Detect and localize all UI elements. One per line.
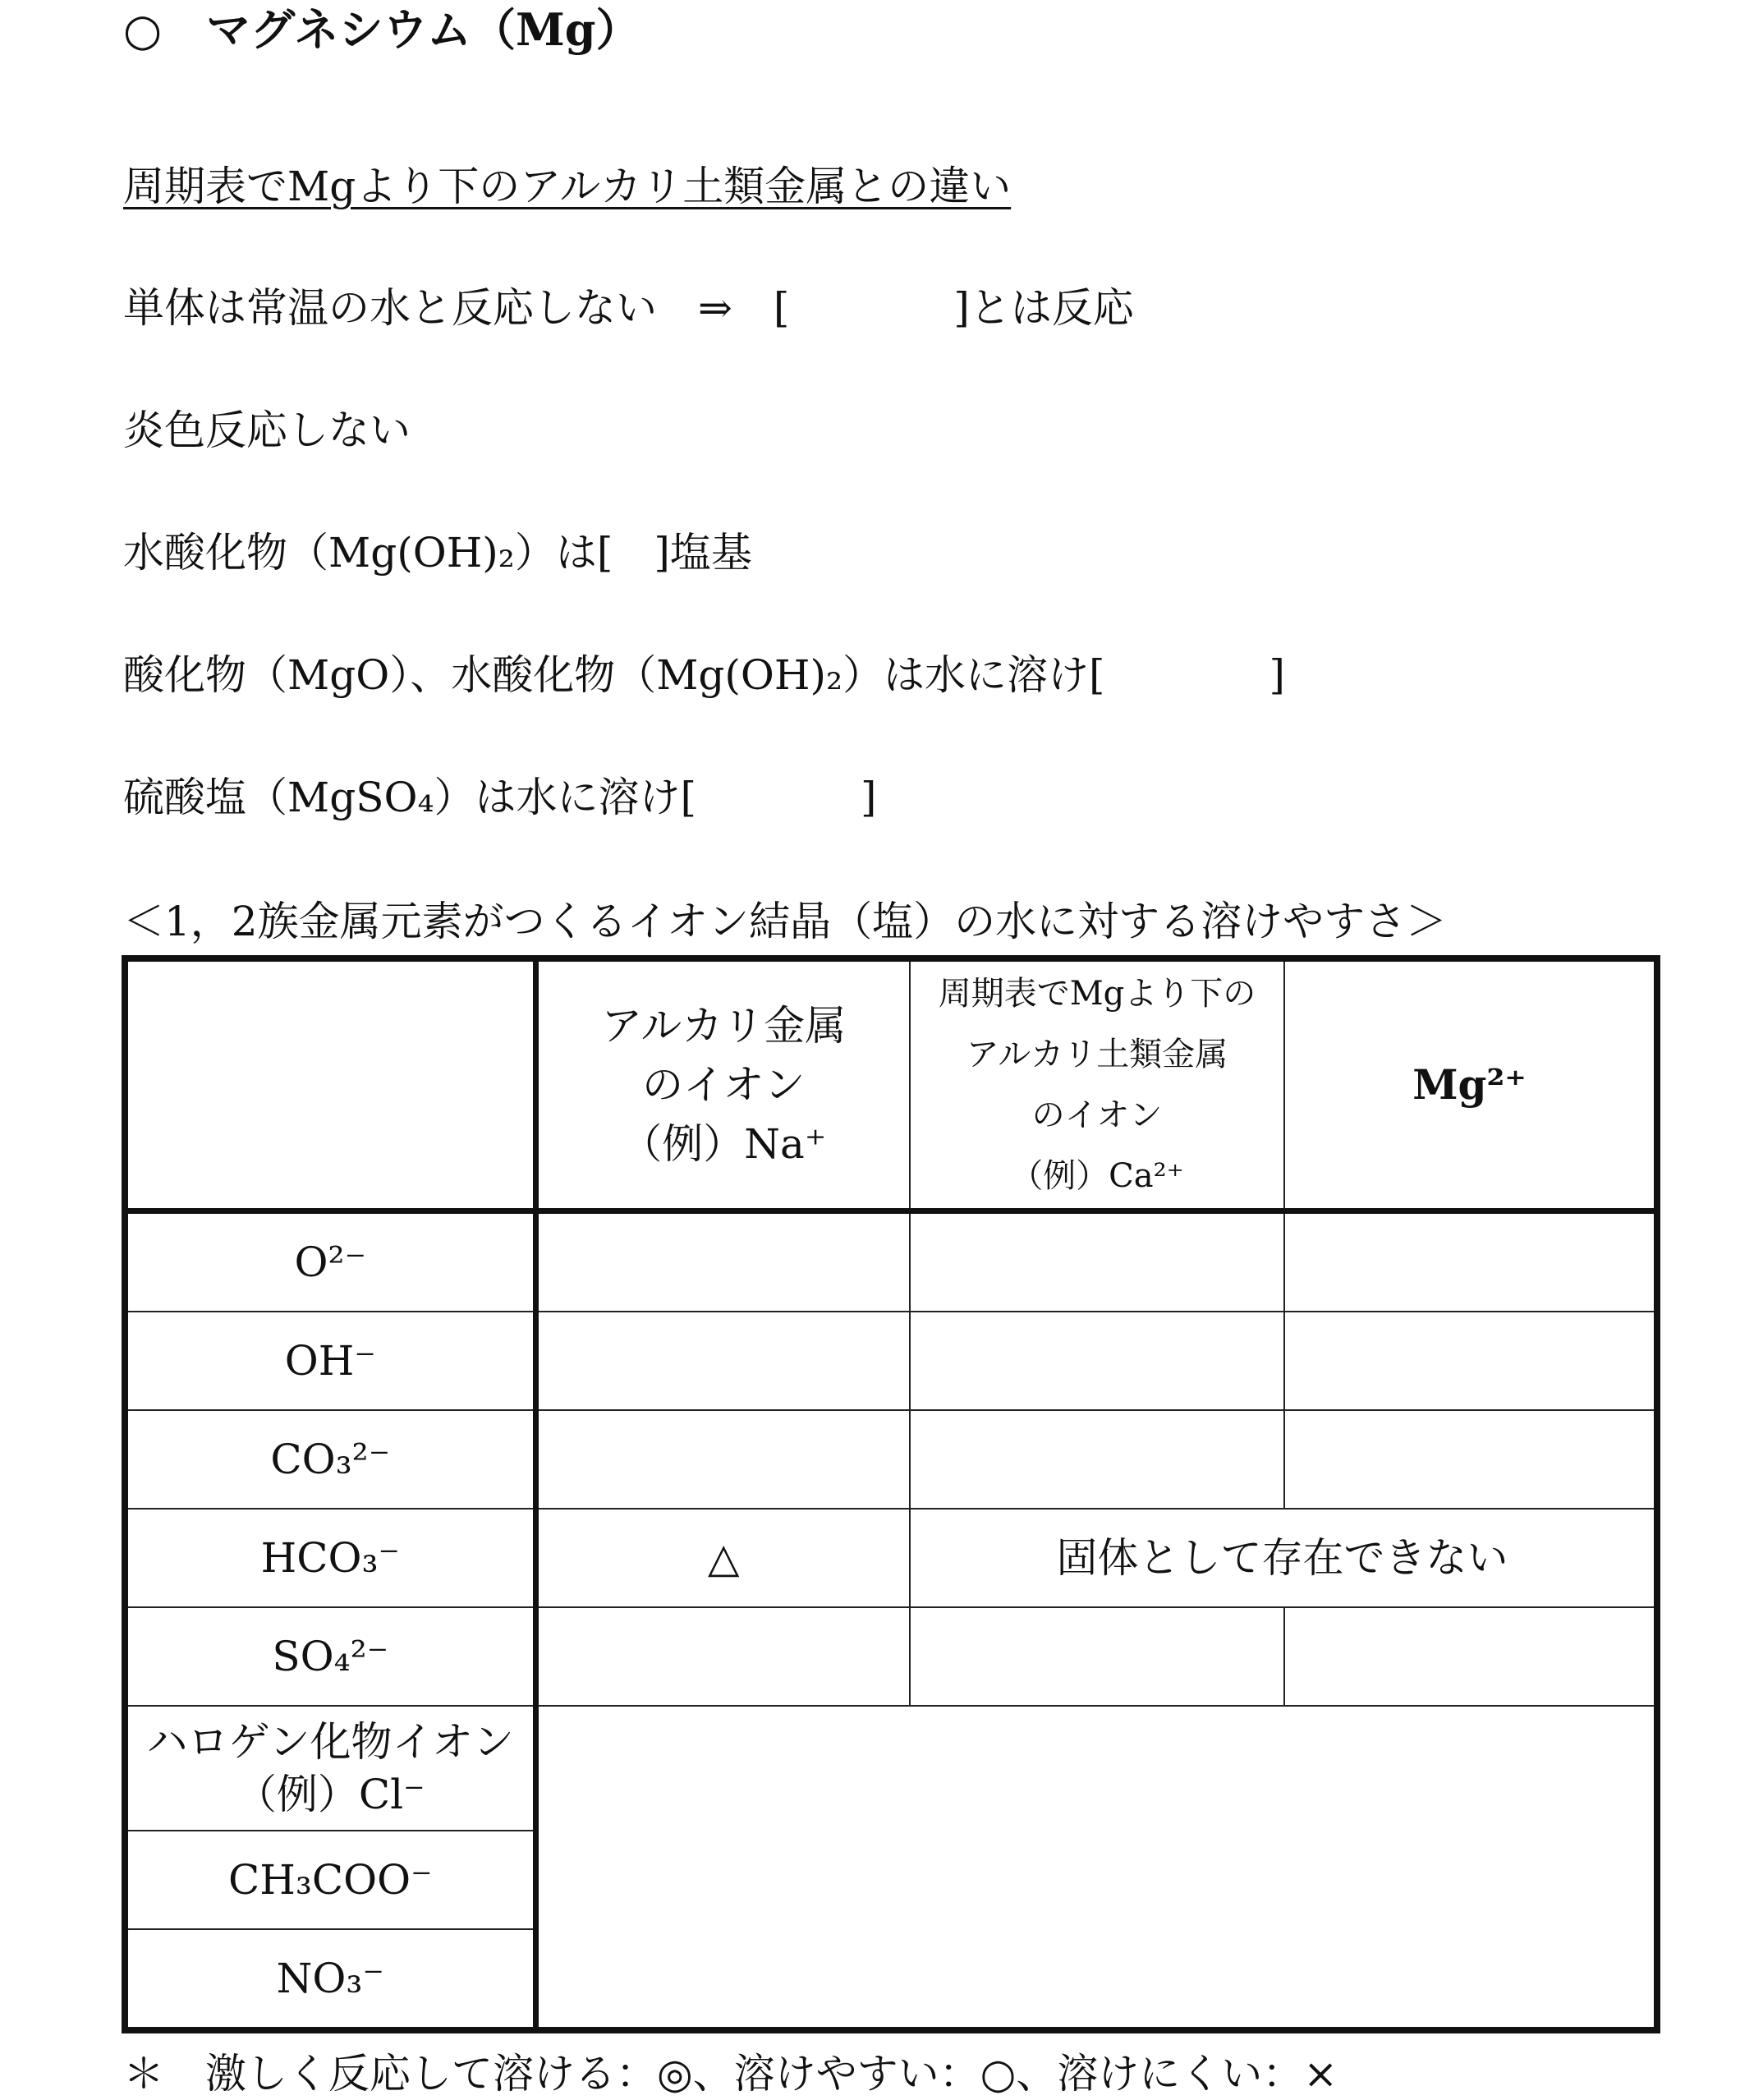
header-alkaline-earth (910, 958, 1284, 1211)
cell-blank (1284, 1410, 1657, 1509)
cell-blank (1284, 1607, 1657, 1706)
row-label-halogen-line-2: （例）Cl⁻ (235, 1771, 425, 1818)
header-alkali-line-3: （例）Na⁺ (621, 1120, 827, 1168)
cell-blank (910, 1211, 1284, 1312)
table-row (125, 1607, 1657, 1706)
cell-blank (535, 1607, 910, 1706)
row-label-co3: CO₃²⁻ (125, 1410, 535, 1509)
cell-blank (910, 1607, 1284, 1706)
header-mg: Mg²⁺ (1284, 958, 1657, 1211)
table-row (125, 1706, 1657, 1831)
row-label-hco3: HCO₃⁻ (125, 1509, 535, 1607)
text-line-2: 炎色反応しない (123, 407, 411, 454)
text-line-5: 硫酸塩（MgSO₄）は水に溶け[ ] (123, 774, 877, 821)
header-empty-cell (125, 958, 535, 1211)
header-ae-line-2: アルカリ土類金属 (966, 1036, 1228, 1073)
table-row (125, 1410, 1657, 1509)
header-ae-line-3: のイオン (1031, 1096, 1163, 1134)
cell-blank (535, 1211, 910, 1312)
cell-blank (535, 1410, 910, 1509)
header-ae-line-1: 周期表でMgより下の (938, 975, 1256, 1013)
cell-blank (1284, 1211, 1657, 1312)
cell-hco3-others: 固体として存在できない (910, 1509, 1657, 1607)
cell-blank (1284, 1312, 1657, 1410)
text-line-1: 単体は常温の水と反応しない ⇒ [ ]とは反応 (123, 284, 1134, 332)
cell-hco3-alkali: △ (535, 1509, 910, 1607)
table-row (125, 1509, 1657, 1607)
table-title: ＜1，2族金属元素がつくるイオン結晶（塩）の水に対する溶けやすさ＞ (123, 898, 1448, 945)
table-header-row (125, 958, 1657, 1211)
text-line-3: 水酸化物（Mg(OH)₂）は[ ]塩基 (123, 529, 752, 577)
cell-blank (910, 1410, 1284, 1509)
header-ae-line-4: （例）Ca²⁺ (1010, 1157, 1184, 1195)
table-row (125, 1211, 1657, 1312)
cell-blank (910, 1312, 1284, 1410)
text-line-4: 酸化物（MgO）、水酸化物（Mg(OH)₂）は水に溶け[ ] (123, 651, 1286, 699)
section-subtitle: 周期表でMgより下のアルカリ土類金属との違い (123, 163, 1012, 210)
row-label-halogen-line-1: ハロゲン化物イオン (146, 1718, 514, 1766)
row-label-o2: O²⁻ (125, 1211, 535, 1312)
row-label-halogen (125, 1706, 535, 1831)
row-label-so4: SO₄²⁻ (125, 1607, 535, 1706)
cell-merged-blank (535, 1706, 1657, 2030)
row-label-ch3coo: CH₃COO⁻ (125, 1831, 535, 1929)
page-title: ○ マグネシウム（Mg） (123, 3, 640, 56)
solubility-table (122, 955, 1660, 2033)
row-label-oh: OH⁻ (125, 1312, 535, 1410)
header-alkali (535, 958, 910, 1211)
header-alkali-line-1: アルカリ金属 (601, 1002, 847, 1050)
table-row (125, 1312, 1657, 1410)
legend-note: ＊ 激しく反応して溶ける：◎、溶けやすい：○、溶けにくい：× (123, 2050, 1338, 2098)
cell-blank (535, 1312, 910, 1410)
header-alkali-line-2: のイオン (642, 1061, 806, 1109)
row-label-no3: NO₃⁻ (125, 1929, 535, 2030)
